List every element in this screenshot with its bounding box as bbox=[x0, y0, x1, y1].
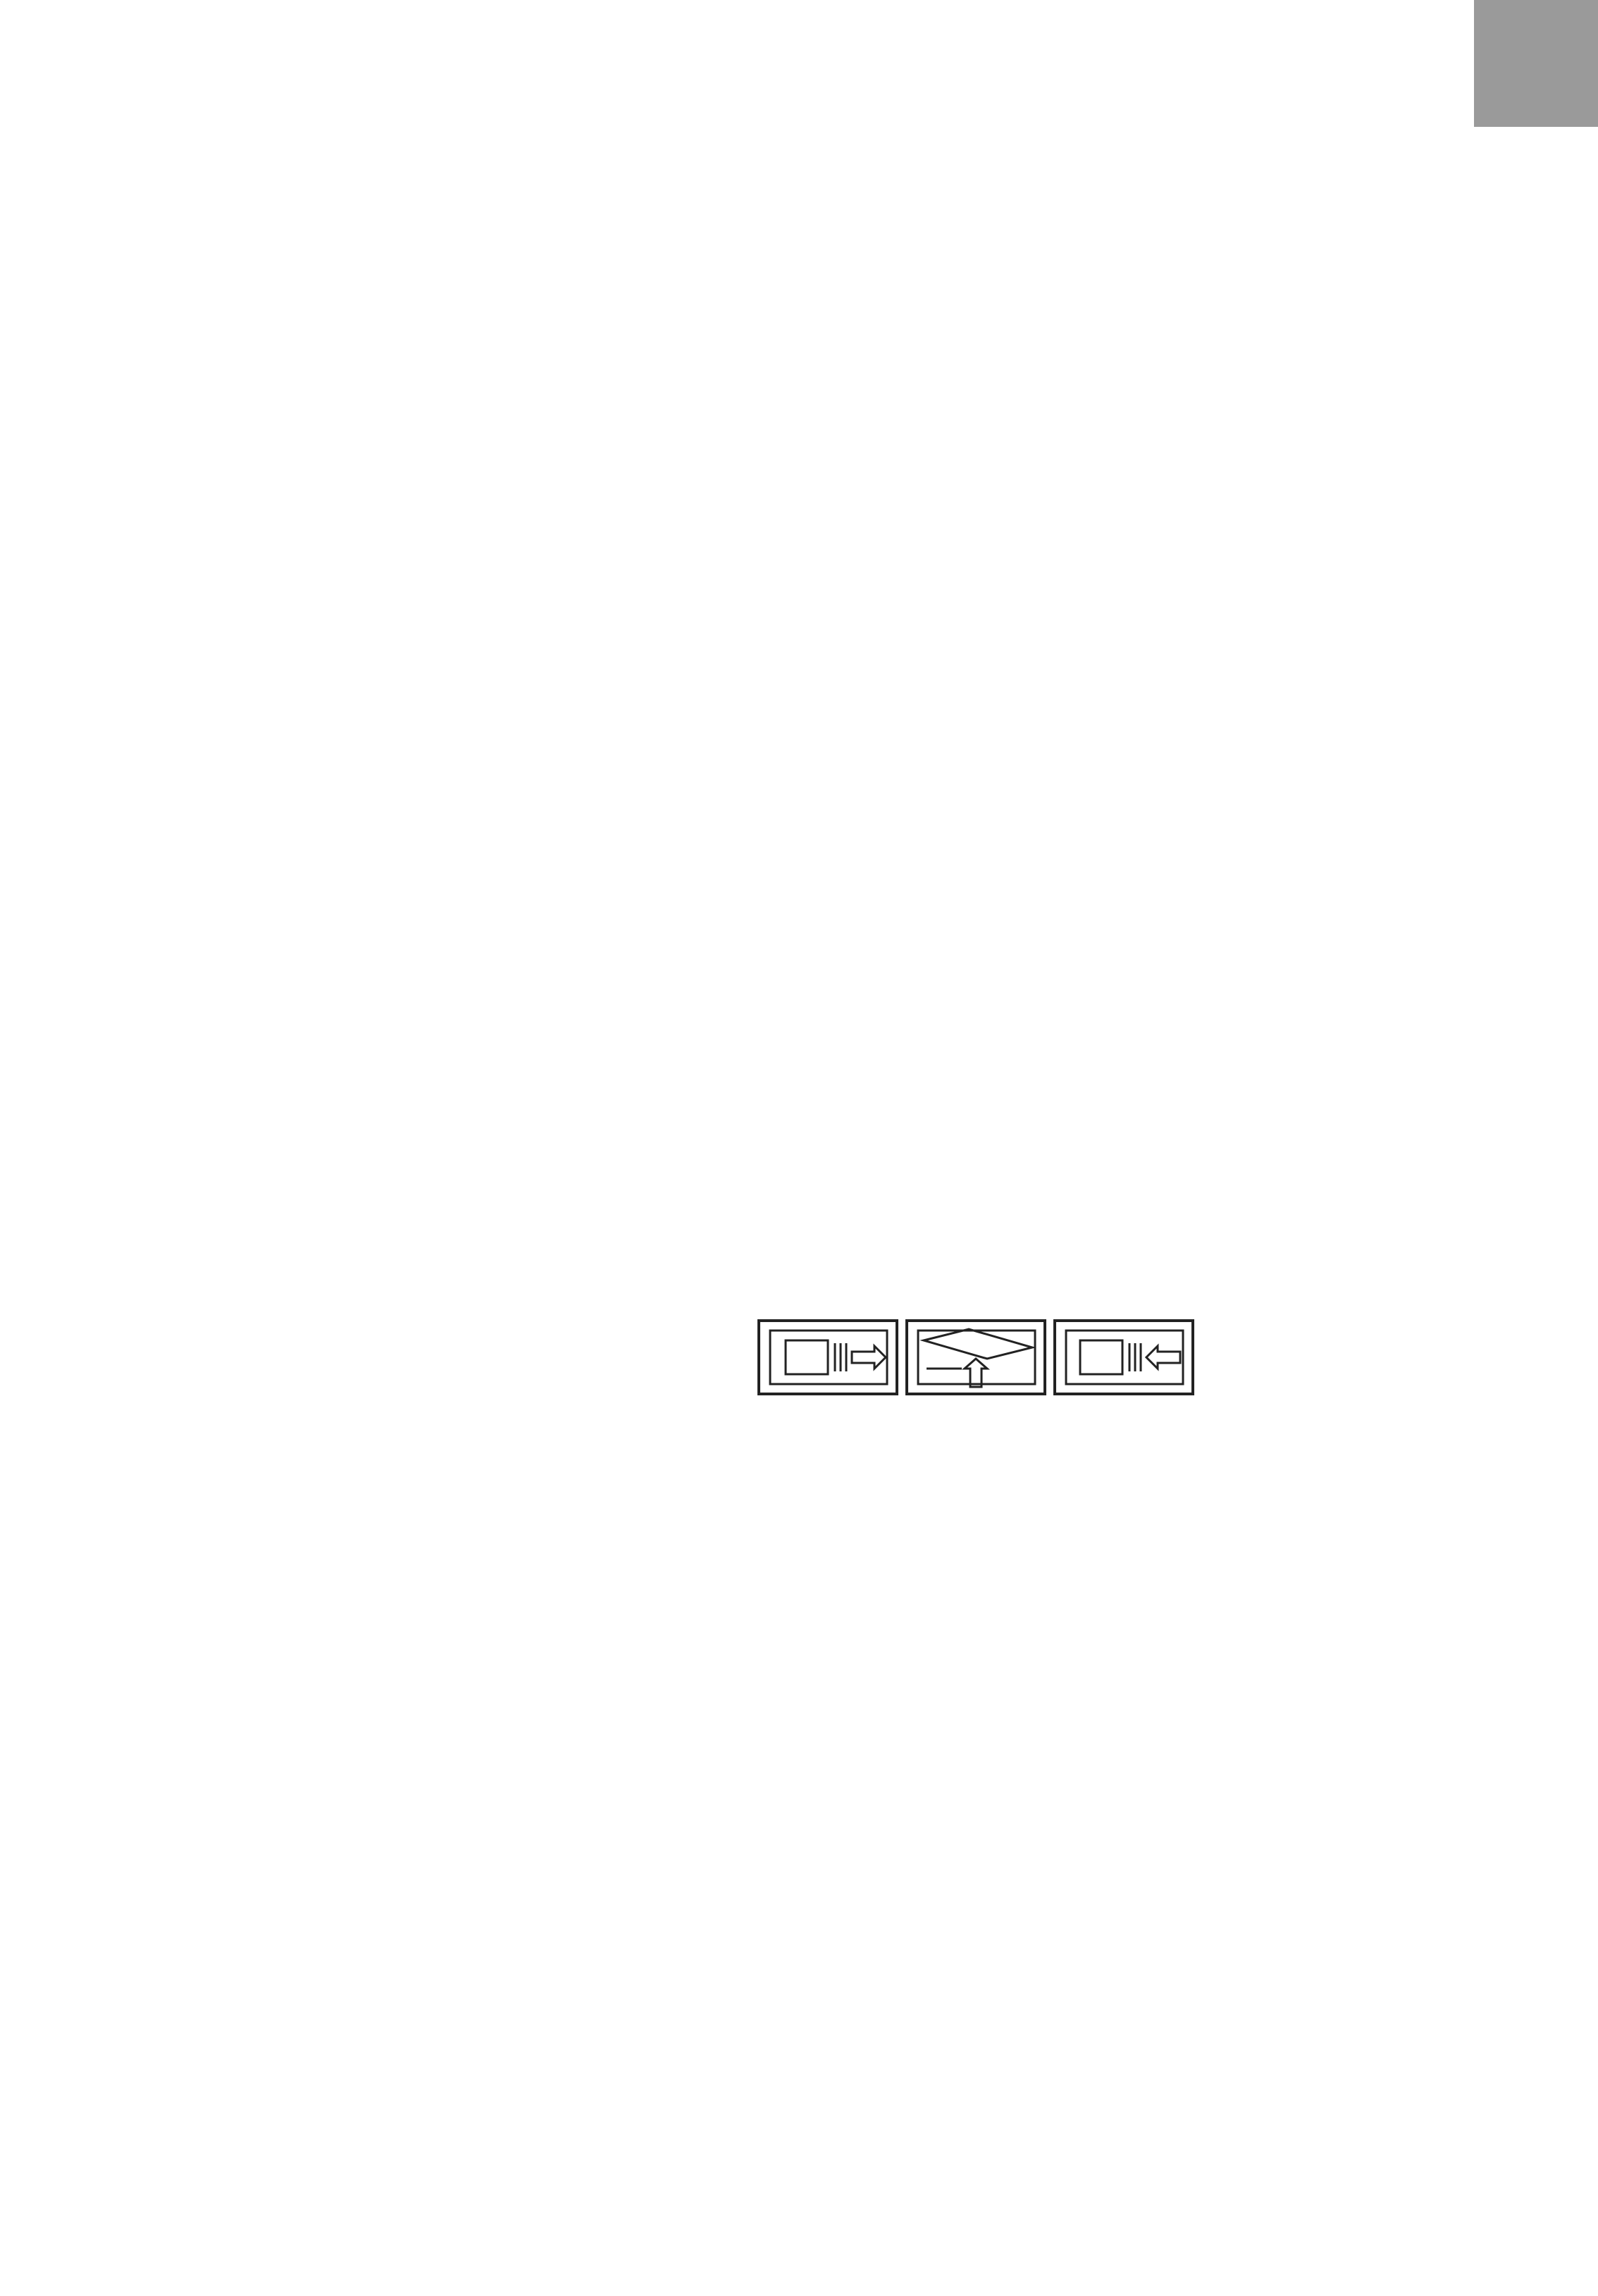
battery-step-insert-icon bbox=[907, 1321, 1045, 1394]
battery-step-open-icon bbox=[759, 1321, 897, 1394]
battery-step-close-icon bbox=[1055, 1321, 1193, 1394]
language-tab bbox=[1474, 0, 1598, 127]
battery-installation-diagram bbox=[757, 1319, 1194, 1395]
